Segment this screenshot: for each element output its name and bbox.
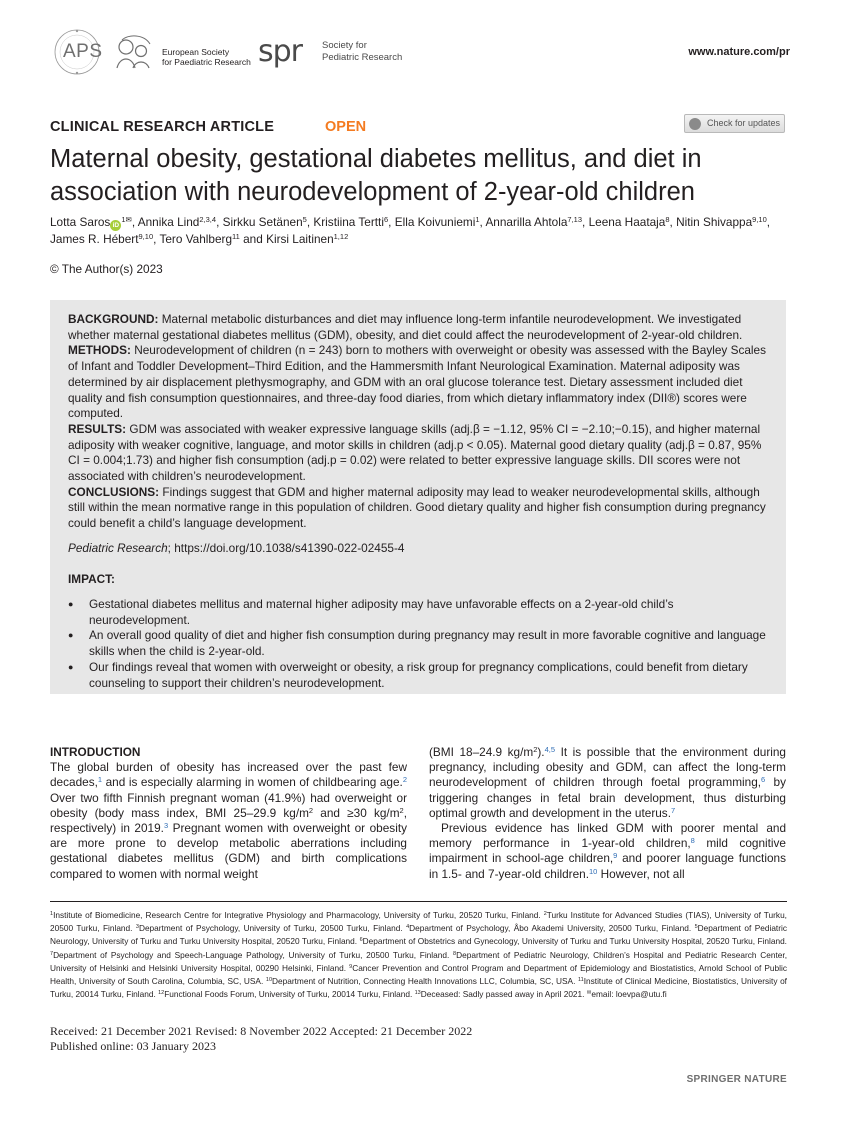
spr-line-2: Pediatric Research bbox=[322, 52, 403, 63]
affiliation-sup: 9 bbox=[349, 963, 353, 970]
text-span: However, not all bbox=[597, 866, 685, 881]
affiliation-text: Turku Institute for Advanced Studies (TIAS), University of Turku, 20500 Turku, Finland. bbox=[50, 910, 787, 934]
methods-label: METHODS: bbox=[68, 343, 131, 358]
text-span: Previous evidence has linked GDM with poorer mental and memory performance in 1-year-old children, bbox=[429, 821, 786, 851]
text-span: The global burden of obesity has increased over the past few decades, bbox=[50, 760, 407, 790]
orcid-icon[interactable]: iD bbox=[110, 220, 121, 231]
author-name: Tero Vahlberg bbox=[159, 232, 233, 246]
abstract-results bbox=[68, 422, 772, 485]
publication-dates bbox=[50, 1024, 472, 1054]
reference-link[interactable]: 3 bbox=[163, 821, 169, 831]
text-span: Over two fifth Finnish pregnant woman (41.9%) had overweight or obesity (body mass index, BMI 25–29.9 kg/m bbox=[50, 790, 407, 820]
journal-header bbox=[46, 28, 790, 88]
affiliation-sup: 8 bbox=[453, 950, 457, 957]
author-affiliation-sup: 5 bbox=[302, 215, 307, 224]
journal-url-link[interactable]: www.nature.com/pr bbox=[688, 46, 790, 58]
author-name: Kirsi Laitinen bbox=[266, 232, 334, 246]
aps-logo-text: APS bbox=[63, 41, 103, 62]
results-label: RESULTS: bbox=[68, 421, 127, 436]
open-access-label: OPEN bbox=[325, 119, 367, 135]
affiliation-text: Department of Pediatric Neurology, Children’s Hospital and Pediatric Research Center, University of Helsinki and Helsinki University Hospital, 00290 Helsinki, Finland. bbox=[50, 949, 787, 973]
article-title: Maternal obesity, gestational diabetes mellitus, and diet in association with neurodevelopment of 2-year-old children bbox=[50, 145, 702, 206]
aps-logo bbox=[46, 28, 108, 76]
body-column-left bbox=[50, 745, 407, 882]
author-name: Lotta Saros bbox=[50, 215, 111, 229]
espr-logo-text bbox=[162, 47, 251, 67]
impact-item: ● An overall good quality of diet and higher fish consumption during pregnancy may result in more favorable cognitive and language skills when the child is 2-year-old. bbox=[68, 628, 772, 659]
affiliation-text: Deceased: Sadly passed away in April 2021. bbox=[420, 989, 587, 1000]
affiliation-sup: 7 bbox=[50, 950, 54, 957]
check-for-updates-button[interactable] bbox=[684, 114, 785, 133]
affiliation-text: Department of Nutrition, Connecting Health Innovations LLC, Columbia, SC, USA. bbox=[272, 976, 578, 987]
author-name: Leena Haataja bbox=[588, 215, 666, 229]
text-span: and poorer language functions in 1.5- and 7-year-old children. bbox=[429, 851, 786, 881]
author-name: Sirkku Setänen bbox=[222, 215, 303, 229]
conclusions-label: CONCLUSIONS: bbox=[68, 484, 160, 499]
author-name: Annarilla Ahtola bbox=[485, 215, 568, 229]
espr-line-2: for Paediatric Research bbox=[162, 57, 251, 67]
author-affiliation-sup: 11 bbox=[232, 232, 240, 241]
footnote-rule bbox=[50, 901, 787, 902]
publisher-logo: SPRINGER NATURE bbox=[686, 1074, 787, 1085]
reference-link[interactable]: 1 bbox=[97, 775, 103, 785]
text-span: and is especially alarming in women of childbearing age. bbox=[102, 775, 403, 790]
reference-link[interactable]: 2 bbox=[402, 775, 407, 785]
background-text: Maternal metabolic disturbances and diet may influence long-term infantile neurodevelopment. We investigated whether maternal gestational diabetes mellitus (GDM), obesity, and diet could affect the neurodevelopment of 2-year-old children. bbox=[68, 312, 743, 342]
abstract-methods bbox=[68, 343, 772, 422]
espr-line-1: European Society bbox=[162, 47, 230, 57]
reference-link[interactable]: 10 bbox=[589, 866, 598, 876]
affiliation-sup: 10 bbox=[265, 977, 273, 984]
author-affiliation-sup: 8 bbox=[665, 215, 670, 224]
affiliation-sup: ✉ bbox=[586, 990, 592, 997]
affiliation-text: Department of Psychology, Åbo Akademi University, 20500 Turku, Finland. bbox=[409, 923, 695, 934]
reference-link[interactable]: 8 bbox=[690, 836, 695, 846]
doi-link[interactable]: ; https://doi.org/10.1038/s41390-022-02455-4 bbox=[167, 541, 405, 555]
superscript: 2 bbox=[399, 805, 404, 815]
conclusions-text: Findings suggest that GDM and higher maternal adiposity may lead to weaker neurodevelopmental skills, although still within the mean normative range in this population of children. Good dietary quality and higher fish consumption during pregnancy could benefit a child’s language development. bbox=[68, 484, 766, 531]
results-text: GDM was associated with weaker expressive language skills (adj.β = −1.12, 95% CI = −2.10;−0.15), and higher maternal adiposity with weaker cognitive, language, and motor skills in children (adj.p < 0.05). Maternal good dietary quality (adj.β = 0.87, 95% CI = 0.004;1.73) and higher fish consumption (adj.p = 0.02) were related to better expressive language skills. DII scores were not associated with children’s neurodevelopment. bbox=[68, 421, 762, 484]
author-affiliation-sup: 1,12 bbox=[333, 232, 349, 241]
copyright-notice: © The Author(s) 2023 bbox=[50, 262, 163, 276]
text-span: by triggering changes in fetal brain development, thus disturbing optimal growth and development in the uterus. bbox=[429, 775, 786, 820]
espr-logo bbox=[114, 34, 264, 74]
author-name: Annika Lind bbox=[137, 215, 200, 229]
abstract-text bbox=[68, 312, 772, 532]
impact-item: ● Our findings reveal that women with overweight or obesity, a risk group for pregnancy complications, could benefit from dietary counseling to support their children’s neurodevelopment. bbox=[68, 660, 772, 691]
affiliation-text: Functional Foods Forum, University of Turku, 20014 Turku, Finland. bbox=[164, 989, 415, 1000]
intro-paragraph-1 bbox=[50, 760, 407, 882]
published-line: Published online: 03 January 2023 bbox=[50, 1039, 216, 1053]
methods-text: Neurodevelopment of children (n = 243) born to mothers with overweight or obesity was assessed with the Bayley Scales of Infant and Toddler Development–Third Edition, and the Hammersmith Infant Neurological Examination. Maternal adiposity was determined by air displacement plethysmography, and GDM with an oral glucose tolerance test. Dietary assessment included diet quality and fish consumption questionnaires, and three-day food diaries, from which dietary inflammatory index (DII®) scores were computed. bbox=[68, 343, 766, 421]
reference-link[interactable]: 7 bbox=[670, 805, 676, 815]
text-span: , respectively) in 2019. bbox=[50, 805, 407, 836]
impact-heading: IMPACT: bbox=[68, 572, 115, 586]
abstract-background bbox=[68, 312, 772, 343]
affiliation-text: Department of Obstetrics and Gynecology, University of Turku and Turku University Hospital, 20520 Turku, Finland. bbox=[362, 936, 787, 947]
email-link[interactable]: email: loevpa@utu.fi bbox=[591, 989, 667, 1000]
background-label: BACKGROUND: bbox=[68, 312, 159, 326]
text-span: and ≥30 kg/m bbox=[313, 805, 400, 820]
author-affiliation-sup: 9,10 bbox=[138, 232, 154, 241]
author-affiliation-sup: 7,13 bbox=[567, 215, 583, 224]
author-name: Nitin Shivappa bbox=[676, 215, 753, 229]
affiliation-text: Department of Psychology, University of Turku, 20500 Turku, Finland. bbox=[138, 923, 407, 934]
superscript: 2 bbox=[533, 745, 538, 754]
spr-logo-mark: spr bbox=[258, 34, 303, 69]
spr-logo bbox=[258, 34, 418, 74]
affiliation-sup: 13 bbox=[414, 990, 421, 997]
abstract-conclusions bbox=[68, 485, 772, 532]
text-span: It is possible that the environment during pregnancy, including obesity and GDM, can affect the long-term neurodevelopment of children through foetal programming, bbox=[429, 745, 786, 790]
affiliation-text: Department of Pediatric Neurology, University of Turku and Turku University Hospital, 20520 Turku, Finland. bbox=[50, 923, 787, 947]
affiliation-text: Department of Psychology and Speech-Language Pathology, University of Turku, 20500 Turku, Finland. bbox=[53, 949, 454, 960]
intro-paragraph-2 bbox=[429, 821, 786, 882]
affiliation-text: Cancer Prevention and Control Program and Department of Epidemiology and Biostatistics, Arnold School of Public Health, University of South Carolina, Columbia, SC, USA. bbox=[50, 962, 787, 987]
body-column-right bbox=[429, 745, 786, 882]
abstract-box bbox=[50, 300, 786, 694]
text-span: ). bbox=[537, 745, 545, 759]
affiliation-text: Institute of Clinical Medicine, Biostatistics, University of Turku, 20014 Turku, Finland. bbox=[50, 976, 787, 1000]
author-name: Kristiina Tertti bbox=[313, 215, 384, 229]
author-name: Ella Koivuniemi bbox=[394, 215, 476, 229]
received-line: Received: 21 December 2021 Revised: 8 November 2022 Accepted: 21 December 2022 bbox=[50, 1024, 473, 1038]
affiliation-sup: 11 bbox=[577, 977, 584, 984]
text-span: mild cognitive impairment in school-age children, bbox=[429, 836, 786, 866]
intro-paragraph-1-cont bbox=[429, 745, 786, 821]
impact-list bbox=[68, 597, 772, 691]
affiliation-sup: 1 bbox=[50, 911, 54, 917]
spr-logo-text bbox=[322, 40, 402, 64]
reference-link[interactable]: 4,5 bbox=[544, 745, 556, 754]
author-affiliation-sup: 6 bbox=[383, 215, 389, 224]
author-affiliation-sup: 2,3,4 bbox=[199, 215, 217, 224]
reference-link[interactable]: 9 bbox=[613, 851, 618, 861]
affiliation-sup: 12 bbox=[158, 990, 165, 997]
article-type: CLINICAL RESEARCH ARTICLE bbox=[50, 119, 275, 135]
author-list: Lotta Saros $iD^{1✉}$, Annika Lind$^{2,3,4}$, Sirkku Setänen$^5$, Kristiina Tertti$^6$, Ella Koivuniemi$^1$, Annarilla Ahtola$^{7,13}$, Leena Haataja$^8$, Nitin Shivappa$^{9,10}$, James R. Hébert$^{9,10}$, Tero Vahlberg$^{11}$ and Kirsi Laitinen$^{1,12}$ bbox=[50, 215, 771, 246]
check-updates-label: Check for updates bbox=[707, 118, 781, 128]
affiliation-sup: 3 bbox=[135, 924, 139, 931]
text-span: (BMI 18–24.9 kg/m bbox=[429, 745, 534, 759]
author-affiliation-sup: 1✉ bbox=[121, 215, 132, 224]
reference-link[interactable]: 6 bbox=[761, 775, 766, 785]
author-affiliation-sup: 1 bbox=[475, 215, 480, 224]
superscript: 2 bbox=[308, 805, 314, 815]
author-affiliation-sup: 9,10 bbox=[752, 215, 767, 224]
journal-name: Pediatric Research bbox=[68, 541, 168, 555]
affiliation-text: Institute of Biomedicine, Research Centre for Integrative Physiology and Pharmacology, University of Turku, 20520 Turku, Finland. bbox=[53, 910, 544, 920]
citation-line bbox=[68, 541, 404, 555]
affiliations bbox=[50, 909, 787, 1001]
affiliation-sup: 4 bbox=[406, 924, 410, 931]
text-span: Pregnant women with overweight or obesity are more prone to develop metabolic aberrations including gestational diabetes mellitus (GDM) and birth complications compared to women with normal weight bbox=[50, 821, 407, 881]
impact-item: ● Gestational diabetes mellitus and maternal higher adiposity may have unfavorable effects on a 2-year-old child’s neurodevelopment. bbox=[68, 597, 772, 628]
affiliation-sup: 5 bbox=[694, 924, 698, 931]
affiliation-sup: 2 bbox=[543, 911, 547, 917]
author-name: James R. Hébert bbox=[50, 232, 139, 246]
introduction-heading: INTRODUCTION bbox=[50, 745, 141, 759]
affiliation-sup: 6 bbox=[359, 937, 363, 944]
check-updates-icon bbox=[689, 118, 701, 130]
spr-line-1: Society for bbox=[322, 40, 367, 51]
